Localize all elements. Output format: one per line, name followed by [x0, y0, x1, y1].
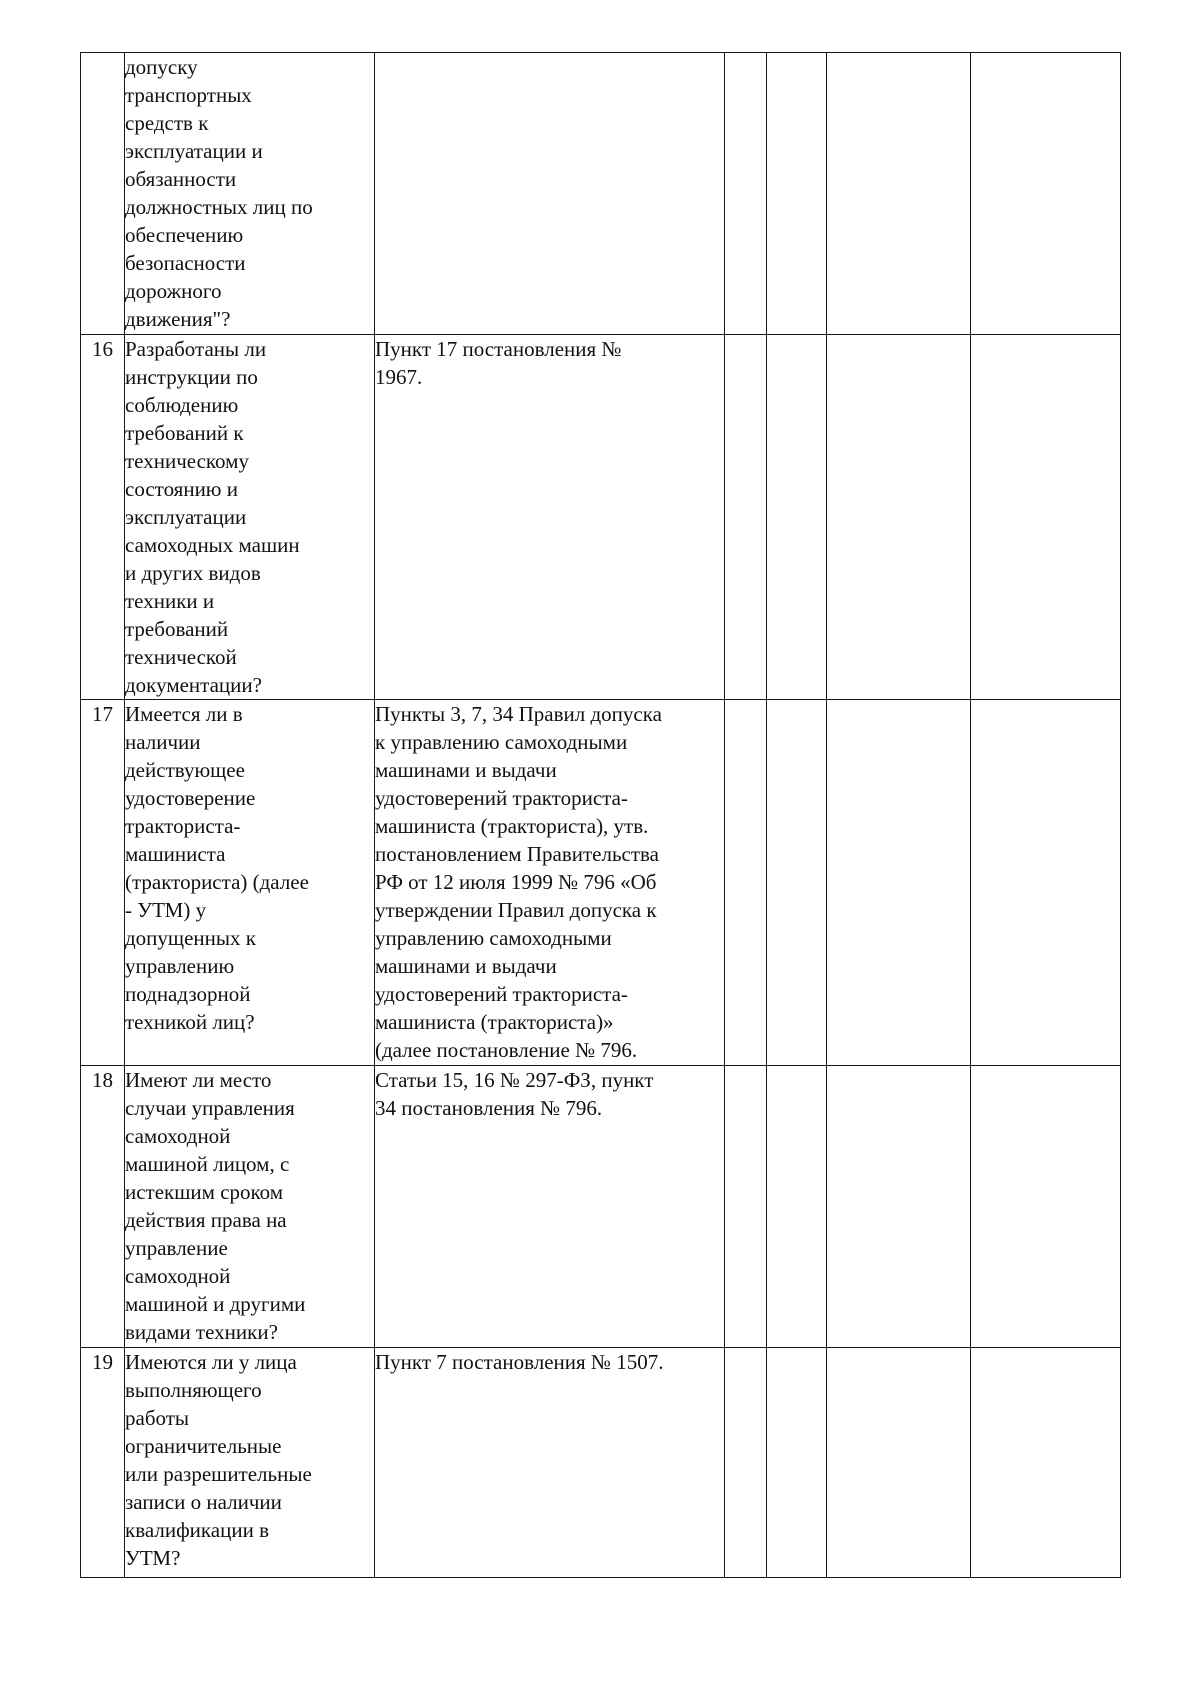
row-number: 17 — [81, 700, 125, 1066]
row-number: 16 — [81, 335, 125, 700]
answer-cell-yes[interactable] — [725, 335, 767, 700]
comment-cell[interactable] — [971, 1348, 1121, 1578]
answer-cell-no[interactable] — [767, 1066, 827, 1348]
answer-cell-yes[interactable] — [725, 1066, 767, 1348]
question-text: Имеют ли место случаи управления самоходной машиной лицом, с истекшим сроком действия права на управление самоходной машиной и другими видами техники? — [125, 1068, 306, 1344]
question-cell — [125, 53, 375, 335]
answer-cell-yes[interactable] — [725, 1348, 767, 1578]
table-row — [81, 1348, 1121, 1578]
reference-text: Пункт 17 постановления № 1967. — [375, 337, 622, 389]
reference-cell — [375, 1348, 725, 1578]
checklist-table — [80, 52, 1121, 1578]
table-row — [81, 53, 1121, 335]
table-row — [81, 335, 1121, 700]
reference-cell — [375, 700, 725, 1066]
question-text: Разработаны ли инструкции по соблюдению требований к техническому состоянию и эксплуатации самоходных машин и других видов техники и требований технической документации? — [125, 337, 300, 697]
question-text: Имеется ли в наличии действующее удостоверение тракториста- машиниста (тракториста) (далее - УТМ) у допущенных к управлению поднадзорной техникой лиц? — [125, 702, 309, 1034]
row-number — [81, 53, 125, 335]
answer-cell-na[interactable] — [827, 1066, 971, 1348]
question-cell — [125, 700, 375, 1066]
answer-cell-no[interactable] — [767, 53, 827, 335]
comment-cell[interactable] — [971, 53, 1121, 335]
answer-cell-yes[interactable] — [725, 700, 767, 1066]
answer-cell-no[interactable] — [767, 335, 827, 700]
comment-cell[interactable] — [971, 335, 1121, 700]
reference-text: Пункты 3, 7, 34 Правил допуска к управлению самоходными машинами и выдачи удостоверений тракториста- машиниста (тракториста), утв. постановлением Правительства РФ от 12 июля 1999 № 796 «Об утверждении Правил допуска к управлению самоходными машинами и выдачи удостоверений тракториста- машиниста (тракториста)» (далее постановление № 796. — [375, 702, 662, 1062]
reference-cell — [375, 1066, 725, 1348]
question-cell — [125, 1348, 375, 1578]
reference-cell — [375, 335, 725, 700]
comment-cell[interactable] — [971, 700, 1121, 1066]
answer-cell-na[interactable] — [827, 335, 971, 700]
comment-cell[interactable] — [971, 1066, 1121, 1348]
question-cell — [125, 1066, 375, 1348]
answer-cell-na[interactable] — [827, 53, 971, 335]
table-row — [81, 700, 1121, 1066]
question-text: Имеются ли у лица выполняющего работы ограничительные или разрешительные записи о наличии квалификации в УТМ? — [125, 1350, 312, 1570]
reference-text: Пункт 7 постановления № 1507. — [375, 1350, 664, 1374]
row-number: 19 — [81, 1348, 125, 1578]
question-text: допуску транспортных средств к эксплуатации и обязанности должностных лиц по обеспечению безопасности дорожного движения"? — [125, 55, 313, 331]
table-row — [81, 1066, 1121, 1348]
answer-cell-na[interactable] — [827, 1348, 971, 1578]
answer-cell-no[interactable] — [767, 700, 827, 1066]
reference-text: Статьи 15, 16 № 297-ФЗ, пункт 34 постановления № 796. — [375, 1068, 654, 1120]
answer-cell-na[interactable] — [827, 700, 971, 1066]
answer-cell-no[interactable] — [767, 1348, 827, 1578]
row-number: 18 — [81, 1066, 125, 1348]
question-cell — [125, 335, 375, 700]
answer-cell-yes[interactable] — [725, 53, 767, 335]
reference-cell — [375, 53, 725, 335]
